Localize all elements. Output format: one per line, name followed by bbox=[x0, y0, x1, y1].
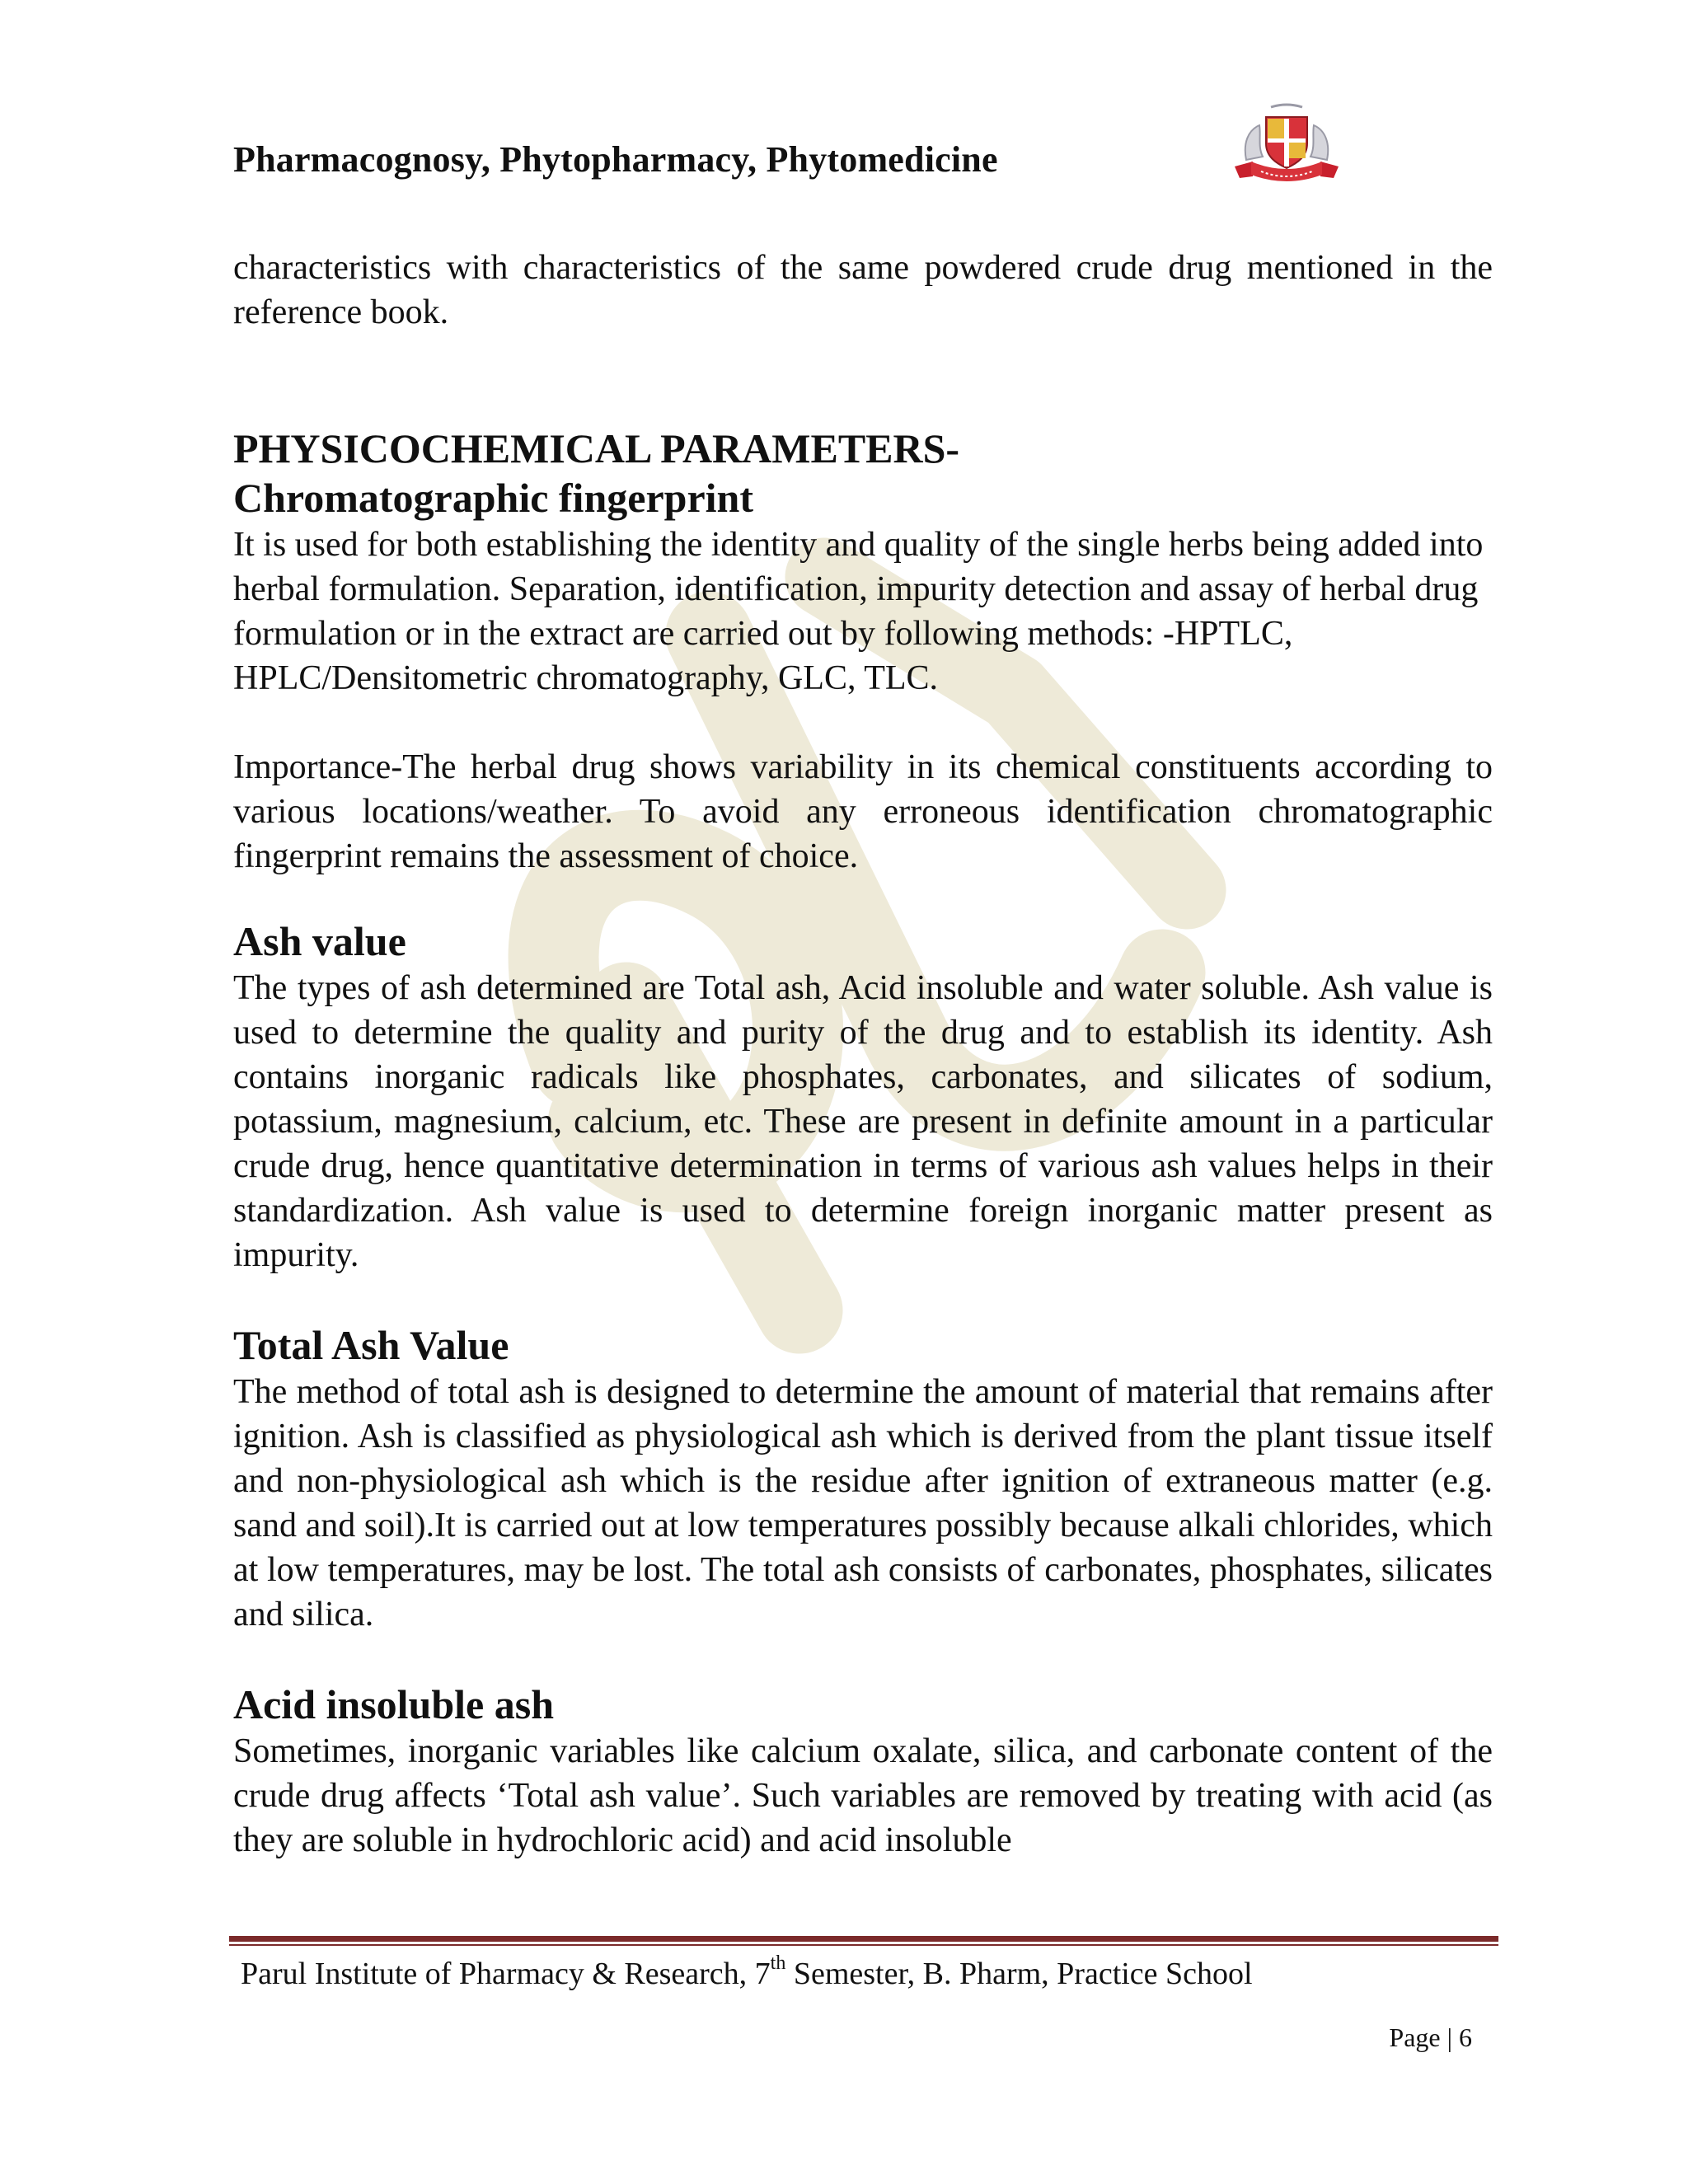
acid-insoluble-paragraph: Sometimes, inorganic variables like calcium oxalate, silica, and carbonate content of the crude drug affects ‘Total ash value’. Such variables are removed by treating with acid (as they are soluble in hydrochloric acid) and acid insoluble bbox=[233, 1732, 1493, 1859]
ash-value-paragraph: The types of ash determined are Total ash, Acid insoluble and water soluble. Ash value is used to determine the quality and purity of the drug and to establish its identity. Ash contains inorganic radicals like phosphates, carbonates, and silicates of sodium, potassium, magnesium, calcium, etc. These are present in definite amount in a particular crude drug, hence quantitative determination in terms of various ash values helps in their standardization. Ash value is used to determine foreign inorganic matter present as impurity. bbox=[233, 969, 1493, 1274]
chromatographic-paragraph: It is used for both establishing the identity and quality of the single herbs being added into herbal formulation. Separation, identification, impurity detection and assay of herbal drug formulation or in the extract are carried out by following methods: -HPTLC, HPLC/Densitometric chromatography, GLC, TLC. bbox=[233, 526, 1484, 697]
footer-institute-line bbox=[241, 1952, 1253, 1993]
running-header-title: Pharmacognosy, Phytopharmacy, Phytomedicine bbox=[233, 139, 998, 180]
footer-institute-prefix: Parul Institute of Pharmacy & Research, 7 bbox=[241, 1957, 771, 1991]
total-ash-paragraph: The method of total ash is designed to determine the amount of material that remains after ignition. Ash is classified as physiological ash which is derived from the plant tissue itself and non-physiological ash which is the residue after ignition of extraneous matter (e.g. sand and soil).It is carried out at low temperatures possibly because alkali chlorides, which at low temperatures, may be lost. The total ash consists of carbonates, phosphates, silicates and silica. bbox=[233, 1373, 1493, 1633]
section-heading-physicochemical: PHYSICOCHEMICAL PARAMETERS- bbox=[233, 425, 960, 471]
footer-divider bbox=[229, 1936, 1498, 1946]
importance-paragraph: Importance-The herbal drug shows variability in its chemical constituents according to various locations/weather. To avoid any erroneous identification chromatographic fingerprint remains the assessment of choice. bbox=[233, 748, 1493, 875]
heading-ash-value: Ash value bbox=[233, 918, 406, 964]
footer-superscript: th bbox=[770, 1952, 786, 1975]
page-number: Page | 6 bbox=[1389, 2022, 1472, 2052]
heading-acid-insoluble-ash: Acid insoluble ash bbox=[233, 1681, 555, 1727]
heading-total-ash-value: Total Ash Value bbox=[233, 1322, 509, 1368]
institute-crest-icon bbox=[1228, 102, 1345, 183]
footer-institute-suffix: Semester, B. Pharm, Practice School bbox=[785, 1957, 1253, 1991]
heading-chromatographic-fingerprint: Chromatographic fingerprint bbox=[233, 475, 753, 521]
intro-paragraph: characteristics with characteristics of the same powdered crude drug mentioned in the reference book. bbox=[233, 249, 1493, 331]
page-content bbox=[233, 246, 1493, 1863]
